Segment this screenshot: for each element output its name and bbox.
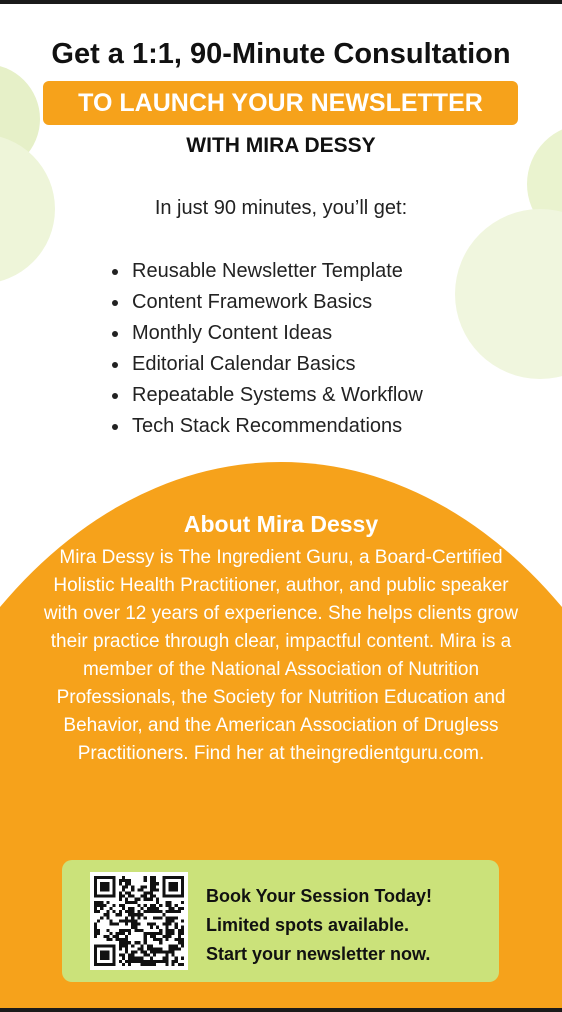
page-subtitle: WITH MIRA DESSY [186,134,376,157]
cta-line-limited: Limited spots available. [206,915,410,935]
benefits-list [112,256,423,442]
decor-circle [455,209,562,379]
flyer [0,4,562,1008]
bottom-border [0,1008,562,1012]
headline-banner: TO LAUNCH YOUR NEWSLETTER [43,81,518,125]
about-body: Mira Dessy is The Ingredient Guru, a Board-Certified Holistic Health Practitioner, author, and public speaker with over 12 years of experience. She helps clients grow their practice through clear, impactful content. Mira is a member of the National Association of Nutrition Professionals, the Society for Nutrition Education and Behavior, and the American Association of Drugless Practitioners. Find her at theingredientguru.com. [43,547,519,764]
benefit-item: Repeatable Systems & Workflow [112,380,423,411]
benefit-item: Reusable Newsletter Template [112,256,423,287]
benefit-item: Editorial Calendar Basics [112,349,423,380]
intro-text: In just 90 minutes, you’ll get: [154,197,408,219]
benefit-item: Content Framework Basics [112,287,423,318]
page-title: Get a 1:1, 90-Minute Consultation [51,38,511,70]
cta-box[interactable] [62,860,499,982]
cta-line-book: Book Your Session Today! [206,886,433,906]
qr-code-icon[interactable] [90,872,188,970]
benefit-item: Tech Stack Recommendations [112,411,423,442]
benefit-item: Monthly Content Ideas [112,318,423,349]
cta-line-start: Start your newsletter now. [206,944,431,964]
cta-text [206,882,496,969]
about-heading: About Mira Dessy [183,511,379,537]
